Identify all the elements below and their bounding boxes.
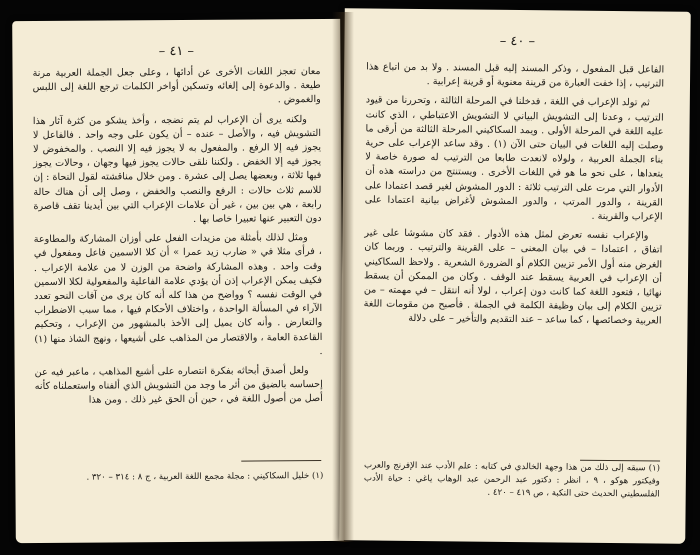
paragraph: ثم تولد الإعراب في اللغة ، فدخلنا في المرحلة الثالثة ، وتحررنا من قيود الترتيب ، وعدنا إلى التشويش البياني لا التشويش الاعتباطي ، الذي كانت عليه اللغة في المرحلة الأولى . ويمد السكاكيني المرحلة الثالثة من أرقى ما وصلت إليه اللغات في البيان حتى الآن (١) . وقد ساعد الإعراب على حرية بناء الجملة العربية ، ولولاه لانعدت طابعا من الترتيب له صورة خاصة لا يتعداها ، على نحو ما هو في اللغات الأخرى . ويستنتج من دراسته هذه أن الأدوار التي مرت على الترتيب ثلاثة : الدور المشوش لغير قصد اعتمادا على القرينة ، والدور المرتب ، والدور المشوش لأغراض بيانية اعتمادا على الإعراب والقرينة . <box>364 94 664 223</box>
page-number-left: – ٤١ – <box>158 43 195 60</box>
paragraph: الفاعل قبل المفعول ، وذكر المسند إليه قبل المسند . ولا بد من اتباع هذا الترتيب ، إذا خفت العبارة من قرينة معنوية أو قرينة إعرابية . <box>366 61 665 90</box>
right-page <box>339 8 691 544</box>
paragraph: معان تعجز اللغات الأخرى عن أدائها ، وعلى جعل الجملة العربية مرنة طيعة . والدعوة إلى إلغائه وتسكين أواخر الكلمات ترجع اللغة إلى اللبس والغموض . <box>32 65 321 106</box>
left-page-body <box>33 65 323 414</box>
right-page-body <box>363 60 664 334</box>
page-number-right: – ٤٠ – <box>499 33 536 50</box>
footnote-left <box>35 470 323 485</box>
paragraph: ومثل لذلك بأمثلة من مزيدات الفعل على أوزان المشاركة والمطاوعة ، فرأى مثلا في « ضارب زيد عمرا » أن كلا الاسمين فاعل ومفعول في وقت واحد . وهذه المشاركة واضحة من الوزن لا من علامة الإعراب . فكيف يمكن الإعراب إذن أن يؤدي علامة الفاعلية والمفعولية لكلا الاسمين في الوقت نفسه ؟ وواضح من هذا كله أنه كان يرى من آفات النحو تعدد الآراء في المسألة الواحدة ، واختلاف الأحكام فيها ، مما سبب الاضطراب والتعارض . وأنه كان يميل إلى الأخذ بالمشهور من الإعراب ، وتحكيم القاعدة العامة ، والاقتصار من المذاهب على أشيعها ، ونهج الشاذ منها (١) . <box>33 232 323 357</box>
footnote-text: (١) سبقه إلى ذلك من هذا وجهة الخالدي في كتابه : علم الأدب عند الإفرنج والعرب وفيكتور هوكو ، ٩ ، انظر : دكتور عبد الرحمن عبد الوهاب ياغي : حياة الأدب الفلسطيني الحديث حتى النكبة ، ص ٤١٩ – ٤٢٠ . <box>363 460 661 500</box>
footnote-divider <box>241 460 321 462</box>
footnote-right <box>364 459 660 501</box>
paragraph: والإعراب نفسه تعرض لمثل هذه الأدوار . فقد كان مشوشا على غير اتفاق ، اعتمادا – في بيان المعنى – على القرينة والترتيب . وربما كان الغرض منه أول الأمر تزيين الكلام أو الضرورة الشعرية . ولاحظ السكاكيني أن الإعراب في العربية يسقط عند الوقف . وكان من الممكن أن يسقط نهائيا ، فتعود اللغة كما كانت دون إعراب ، لولا أنه انتقل – في مهمته – من تزيين الكلام إلى بيان وظيفة الكلمة في الجملة . فأصبح من مقومات اللغة العربية وخصائصها ، كما ساعد – عند التقديم والتأخير – على دلالة <box>363 227 663 327</box>
paragraph: ولكنه يرى أن الإعراب لم يتم نضجه ، وأخذ يشكو من كثرة آثار هذا التشويش فيه ، والأصل – عنده – أن يكون على وجه واحد . فالفاعل لا يجوز فيه إلا الرفع . والمفعول به لا يجوز فيه إلا النصب . والمخفوض لا يجوز فيه إلا الخفض . ولكننا نلقى حالات يجوز فيها وجهان ، وحالات يجوز فيها ثلاثة ، وبعضها يصل إلى عشرة . ومن خلال مناقشته لقول النحاة : إن للاسم ثلاث حالات : الرفع والنصب والخفض ، وصل إلى أن هناك حالة رابعة ، هي بين بين ، غير أن علامات الإعراب التي بين أيدينا تقف قاصرة دون التعبير عنها تعبيرا خاصا بها . <box>32 113 322 225</box>
footnote-text: (١) خليل السكاكيني : مجلة مجمع اللغة العربية ، ج ٨ : ٣١٤ – ٣٢٠ . <box>86 470 324 483</box>
left-page <box>12 19 344 543</box>
paragraph: ولعل أصدق أبحاثه بفكرة انتصاره على أشيع المذاهب ، ماعبر فيه عن إحساسه بالضيق من أثر ما وجد من التشويش الذي ألفناه واستعملناه كأنه أصل من أصول اللغة في ، حين أن الحق غير ذلك . ومن هذا <box>34 365 323 407</box>
